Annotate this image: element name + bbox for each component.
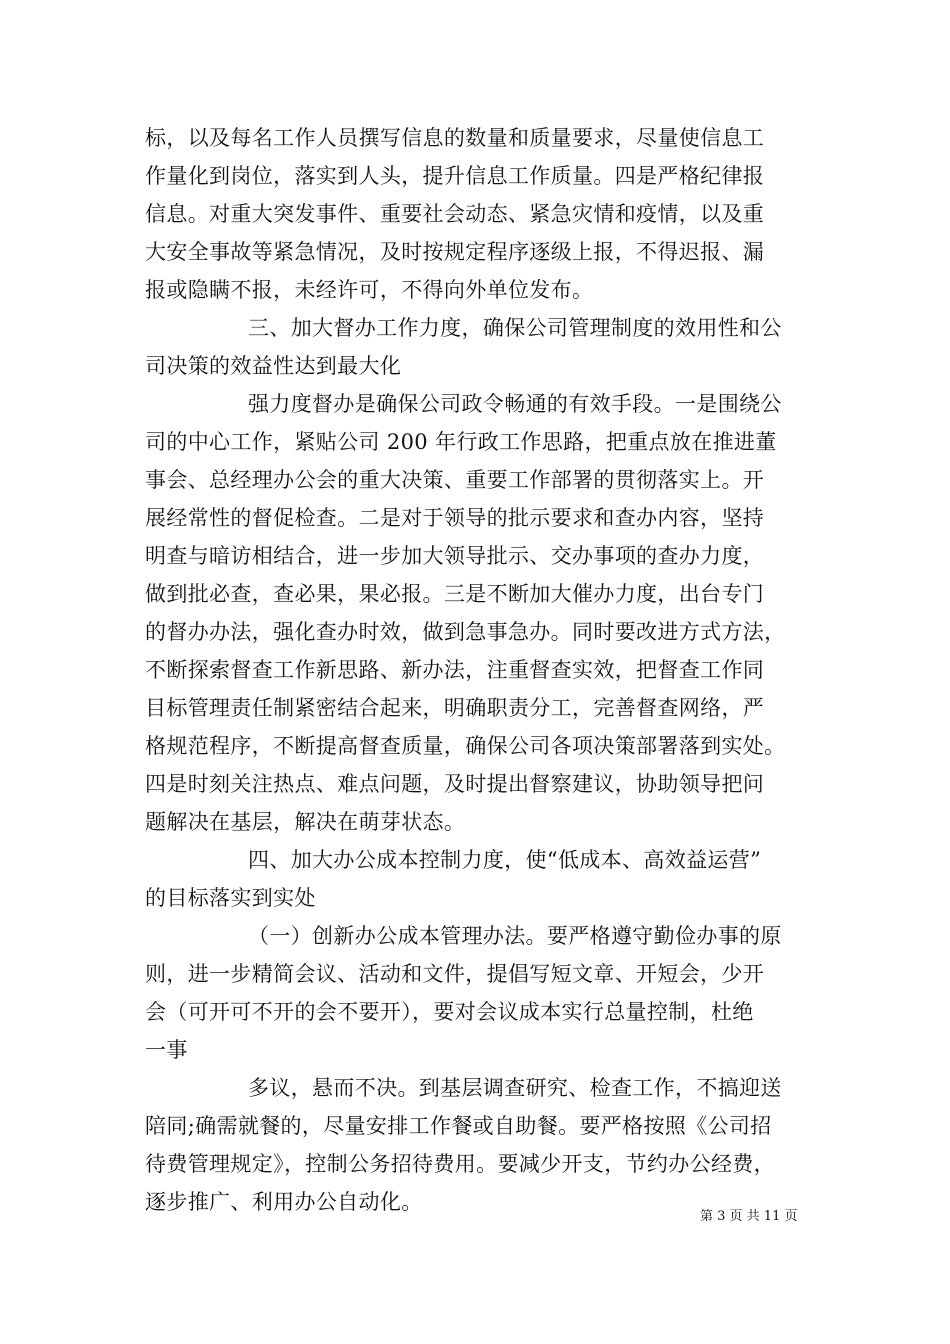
- text-line: 明查与暗访相结合，进一步加大领导批示、交办事项的查办力度，: [145, 544, 765, 568]
- text-line: 多议，悬而不决。到基层调查研究、检查工作，不搞迎送: [248, 1076, 782, 1100]
- text-line: 司的中心工作，紧贴公司 200 年行政工作思路，把重点放在推进董: [145, 430, 777, 454]
- section-heading-3-line: 司决策的效益性达到最大化: [145, 354, 402, 378]
- text-line: 陪同;确需就餐的，尽量安排工作餐或自助餐。要严格按照《公司招: [145, 1114, 772, 1138]
- text-line: 四是时刻关注热点、难点问题，及时提出督察建议，协助领导把问: [145, 772, 765, 796]
- text-line: 一事: [145, 1038, 188, 1062]
- text-line: 会（可开可不开的会不要开），要对会议成本实行总量控制，杜绝: [145, 1000, 754, 1024]
- text-line: 则，进一步精简会议、活动和文件，提倡写短文章、开短会，少开: [145, 962, 765, 986]
- text-line: 逐步推广、利用办公自动化。: [145, 1190, 423, 1214]
- text-line: 作量化到岗位，落实到人头，提升信息工作质量。四是严格纪律报: [145, 164, 765, 188]
- text-line: 的督办办法，强化查办时效，做到急事急办。同时要改进方式方法，: [145, 620, 786, 644]
- text-line: 待费管理规定》，控制公务招待费用。要减少开支，节约办公经费，: [145, 1152, 775, 1176]
- text-line: 目标管理责任制紧密结合起来，明确职责分工，完善督查网络，严: [145, 696, 765, 720]
- text-line: 大安全事故等紧急情况，及时按规定程序逐级上报，不得迟报、漏: [145, 240, 765, 264]
- section-heading-4-line: 四、加大办公成本控制力度，使“低成本、高效益运营”: [248, 848, 762, 872]
- text-line: 信息。对重大突发事件、重要社会动态、紧急灾情和疫情，以及重: [145, 202, 765, 226]
- text-line: 不断探索督查工作新思路、新办法，注重督查实效，把督查工作同: [145, 658, 765, 682]
- text-line: 格规范程序，不断提高督查质量，确保公司各项决策部署落到实处。: [145, 734, 786, 758]
- text-line: 展经常性的督促检查。二是对于领导的批示要求和查办内容，坚持: [145, 506, 765, 530]
- text-line: 做到批必查，查必果，果必报。三是不断加大催办力度，出台专门: [145, 582, 765, 606]
- text-line: 标，以及每名工作人员撰写信息的数量和质量要求，尽量使信息工: [145, 126, 765, 150]
- text-line: （一）创新办公成本管理办法。要严格遵守勤俭办事的原: [248, 924, 782, 948]
- text-line: 题解决在基层，解决在萌芽状态。: [145, 810, 466, 834]
- text-line: 强力度督办是确保公司政令畅通的有效手段。一是围绕公: [248, 392, 782, 416]
- text-line: 事会、总经理办公会的重大决策、重要工作部署的贯彻落实上。开: [145, 468, 765, 492]
- section-heading-4-line: 的目标落实到实处: [145, 886, 316, 910]
- text-line: 报或隐瞒不报，未经许可，不得向外单位发布。: [145, 278, 594, 302]
- page-number: 第 3 页 共 11 页: [700, 1209, 798, 1224]
- section-heading-3-line: 三、加大督办工作力度，确保公司管理制度的效用性和公: [248, 316, 782, 340]
